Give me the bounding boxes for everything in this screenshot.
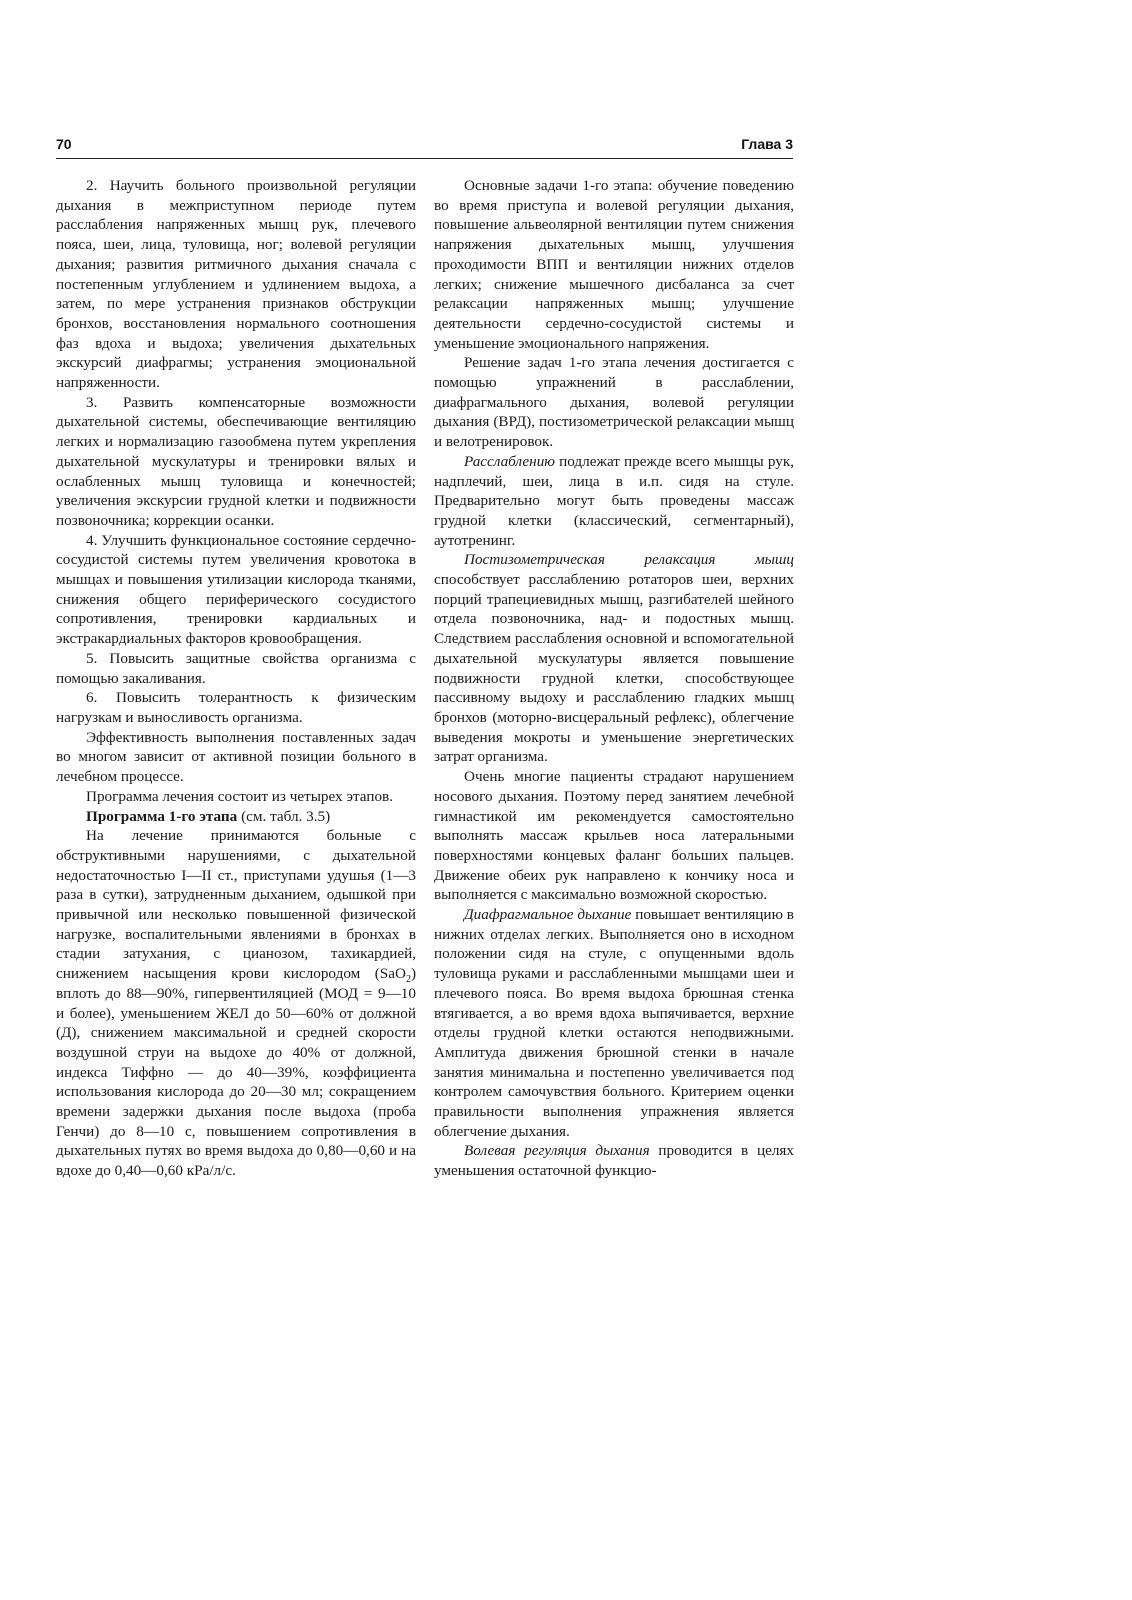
paragraph-main-tasks: Основные задачи 1-го этапа: обучение поведению во время приступа и волевой регуляции дыхания, повышение альвеолярной вентиляции путем снижения напряжения дыхательных мышц, улучшения проходимости ВПП и вентиляции нижних отделов легких; снижение мышечного дисбаланса за счет релаксации напряженных мышц; улучшение деятельности сердечно-сосудистой системы и уменьшение эмоционального напряжения. xyxy=(434,177,794,352)
paragraph-task-6: 6. Повысить толерантность к физическим нагрузкам и выносливость организма. xyxy=(56,689,416,726)
paragraph-task-5: 5. Повысить защитные свойства организма с помощью закаливания. xyxy=(56,649,416,687)
paragraph-pir xyxy=(434,550,794,767)
program-heading-bold: Программа 1-го этапа xyxy=(86,807,238,825)
left-column xyxy=(56,176,416,1181)
paragraph-program-heading xyxy=(56,807,416,827)
paragraph-volitional xyxy=(434,1141,794,1180)
paragraph-task-4: 4. Улучшить функциональное состояние сердечно-сосудистой системы путем увеличения кровотока в мышцах и повышения утилизации кислорода тканями, снижения общего периферического сосудистого сопротивления, тренировки кардиальных и экстракардиальных факторов кровообращения. xyxy=(56,531,416,648)
right-column xyxy=(434,176,794,1181)
program-heading-reference: (см. табл. 3.5) xyxy=(237,807,331,825)
running-header xyxy=(56,132,793,159)
pir-text: способствует расслаблению ротаторов шеи, верхних порций трапециевидных мышц, разгибателей шейного отдела позвоночника, над- и подостных мышц. Следствием расслабления основной и вспомогательной дыхательной мускулатуры является повышение подвижности грудной клетки, способствующее пассивному выдоху и расслаблению гладких мышц бронхов (моторно-висцеральный рефлекс), облегчение выведения мокроты и уменьшение энергетических затрат организма. xyxy=(434,571,794,766)
admission-text-b: ) вплоть до 88—90%, гипервентиляцией (МОД = 9—10 и более), уменьшением ЖЕЛ до 50—60% от должной (Д), снижением максимальной и средней скорости воздушной струи на выдохе до 40% от должной, индекса Тиффно — до 40—39%, коэффициента использования кислорода до 20—30 мл; сокращением времени задержки дыхания после выдоха (проба Генчи) до 8—10 с, повышением сопротивления в дыхательных путях во время выдоха до 0,80—0,60 и на вдохе до 0,40—0,60 кРа/л/с. xyxy=(56,965,416,1180)
admission-text-a: На лечение принимаются больные с обструктивными нарушениями, с дыхательной недостаточностью I—II ст., приступами удушья (1—3 раза в сутки), затрудненным дыханием, одышкой при привычной или несколько повышенной физической нагрузке, воспалительными явлениями в бронхах в стадии затухания, с цианозом, тахикардией, снижением насыщения крови кислородом (SaO xyxy=(56,827,416,983)
paragraph-task-3: 3. Развить компенсаторные возможности дыхательной системы, обеспечивающие вентиляцию легких и нормализацию газообмена путем укрепления дыхательной мускулатуры и тренировки вялых и ослабленных мышц туловища и конечностей; увеличения экскурсии грудной клетки и подвижности позвоночника; коррекции осанки. xyxy=(56,393,416,529)
subscript-2: 2 xyxy=(405,974,411,986)
paragraph-relaxation xyxy=(434,452,794,551)
relaxation-term: Расслаблению xyxy=(464,452,556,470)
paragraph-program-stages: Программа лечения состоит из четырех этапов. xyxy=(86,787,394,805)
chapter-title: Глава 3 xyxy=(741,136,793,152)
page-number: 70 xyxy=(56,136,72,152)
paragraph-admission xyxy=(56,826,416,1181)
diaphragmatic-text: повышает вентиляцию в нижних отделах легких. Выполняется оно в исходном положении сидя на стуле, с опущенными вдоль туловища руками и расслабленными мышцами шеи и плечевого пояса. Во время выдоха брюшная стенка втягивается, а во время вдоха выпячивается, верхние отделы грудной клетки остаются неподвижными. Амплитуда движения брюшной стенки в начале занятия минимальна и постепенно увеличивается под контролем самочувствия больного. Критерием оценки правильности выполнения упражнения является облегчение дыхания. xyxy=(434,906,794,1140)
paragraph-task-2: 2. Научить больного произвольной регуляции дыхания в межприступном периоде путем расслабления напряженных мышц рук, плечевого пояса, шеи, лица, туловища, ног; волевой регуляции дыхания; развития ритмичного дыхания сначала с постепенным углублением и удлинением выдоха, а затем, по мере устранения признаков обструкции бронхов, восстановления нормального соотношения фаз вдоха и выдоха; увеличения дыхательных экскурсий диафрагмы; устранения эмоциональной напряженности. xyxy=(56,177,416,392)
volitional-term: Волевая регуляция дыхания xyxy=(464,1142,650,1160)
paragraph-solution: Решение задач 1-го этапа лечения достигается с помощью упражнений в расслаблении, диафрагмального дыхания, волевой регуляции дыхания (ВРД), постизометрической релаксации мышц и велотренировок. xyxy=(434,354,794,451)
paragraph-efficiency: Эффективность выполнения поставленных задач во многом зависит от активной позиции больного в лечебном процессе. xyxy=(56,728,416,786)
diaphragmatic-term: Диафрагмальное дыхание xyxy=(464,906,632,924)
paragraph-nasal-breathing: Очень многие пациенты страдают нарушением носового дыхания. Поэтому перед занятием лечебной гимнастикой им рекомендуется самостоятельно выполнять массаж крыльев носа латеральными поверхностями концевых фаланг больших пальцев. Движение обеих рук направлено к кончику носа и выполняется с максимально возможной скоростью. xyxy=(434,768,794,904)
relaxation-text: подлежат прежде всего мышцы рук, надплечий, шеи, лица в и.п. сидя на стуле. Предварительно могут быть проведены массаж грудной клетки (классический, сегментарный), аутотренинг. xyxy=(434,452,794,549)
volitional-text: проводится в целях уменьшения остаточной функцио- xyxy=(434,1142,794,1180)
paragraph-diaphragmatic xyxy=(434,905,794,1141)
pir-term: Постизометрическая релаксация мышц xyxy=(464,551,794,569)
